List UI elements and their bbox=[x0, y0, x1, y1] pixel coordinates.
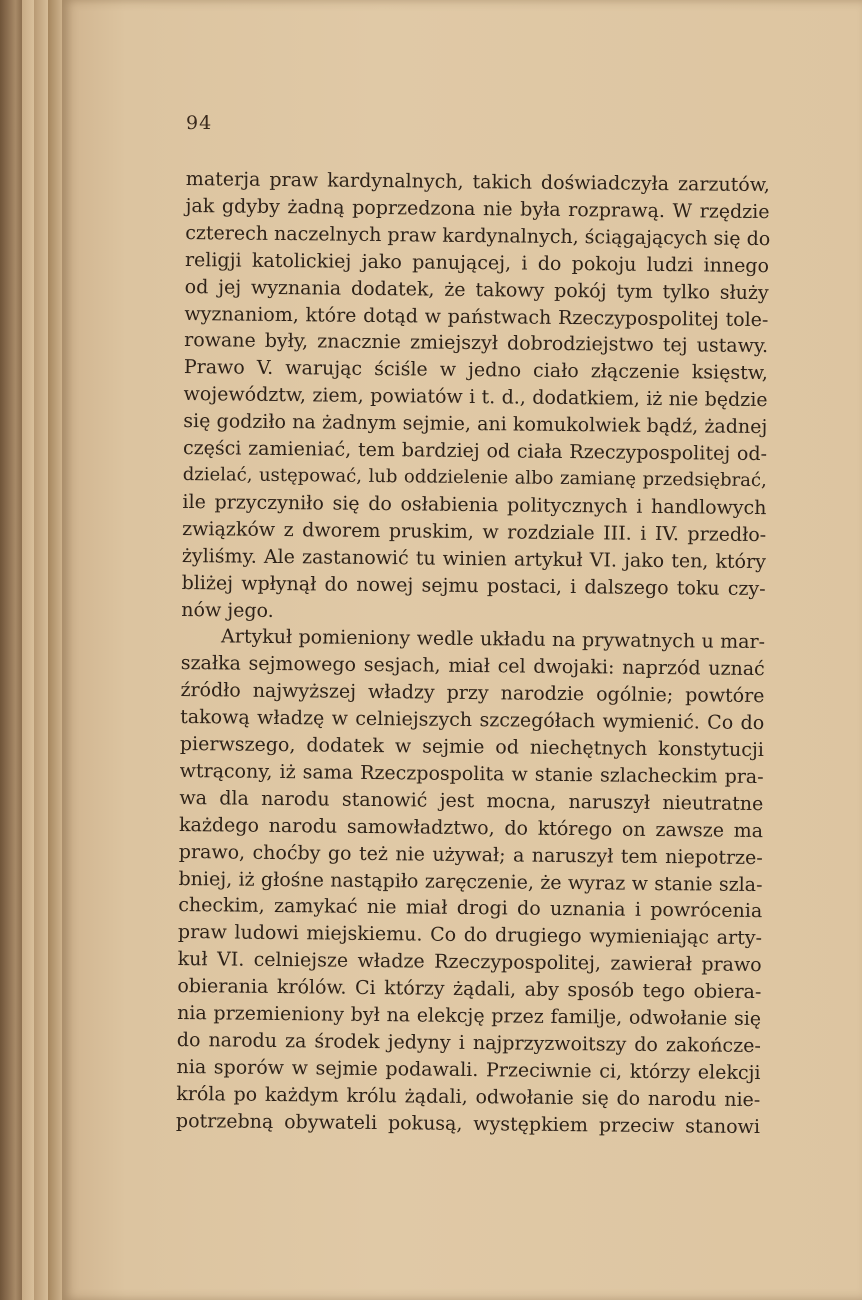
book-edge-dark bbox=[0, 0, 22, 1300]
text-line: części zamieniać, tem bardziej od ciała Rzeczypospolitej od- bbox=[182, 437, 768, 466]
text-line: kuł VI. celniejsze władze Rzeczypospolitej, zawierał prawo bbox=[177, 948, 762, 977]
text-line: bliżej wpłynął do nowej sejmu postaci, i dalszego toku czy- bbox=[181, 571, 766, 600]
text-line: ile przyczyniło się do osłabienia politycznych i handlowych bbox=[182, 490, 767, 519]
text-line: wyznaniom, które dotąd w państwach Rzeczypospolitej tole- bbox=[184, 302, 769, 331]
text-line: Artykuł pomieniony wedle układu na prywatnych u mar- bbox=[220, 625, 766, 654]
text-line: źródło najwyższej władzy przy narodzie ogólnie; powtóre bbox=[180, 679, 765, 708]
book-edge-page-1 bbox=[22, 0, 34, 1300]
text-line: Prawo V. warując ściśle w jedno ciało złączenie księstw, bbox=[183, 356, 768, 385]
text-line: potrzebną obywateli pokusą, występkiem przeciw stanowi bbox=[175, 1109, 761, 1138]
text-line: od jej wyznania dodatek, że takowy pokój tym tylko służy bbox=[184, 275, 769, 304]
page-number: 94 bbox=[186, 112, 213, 134]
text-line: szałka sejmowego sesjach, miał cel dwojaki: naprzód uznać bbox=[180, 652, 765, 681]
text-line: religji katolickiej jako panującej, i do pokoju ludzi innego bbox=[184, 248, 770, 277]
text-line: bniej, iż głośne nastąpiło zaręczenie, że wyraz w stanie szla- bbox=[178, 867, 763, 896]
text-line: pierwszego, dodatek w sejmie od niechętnych konstytucji bbox=[179, 733, 765, 762]
book-page bbox=[62, 0, 862, 1300]
text-line: króla po każdym królu żądali, odwołanie się do narodu nie- bbox=[176, 1082, 761, 1111]
paragraph-1 bbox=[181, 166, 770, 629]
text-line: się godziło na żadnym sejmie, ani komukolwiek bądź, żadnej bbox=[183, 410, 768, 439]
text-line: nów jego. bbox=[181, 598, 274, 622]
body-text bbox=[176, 166, 770, 1141]
text-line: praw ludowi miejskiemu. Co do drugiego wymieniając arty- bbox=[177, 921, 763, 950]
text-line: jak gdyby żadną poprzedzona nie była rozprawą. W rzędzie bbox=[185, 194, 770, 224]
text-line: wtrącony, iż sama Rzeczpospolita w stanie szlacheckim pra- bbox=[179, 759, 764, 789]
text-line: checkim, zamykać nie miał drogi do uznania i powrócenia bbox=[178, 894, 763, 923]
text-line: wa dla narodu stanowić jest mocna, naruszył nieutratne bbox=[179, 786, 764, 815]
text-line: nia przemieniony był na elekcję przez familje, odwołanie się bbox=[177, 1002, 762, 1031]
text-line: województw, ziem, powiatów i t. d., dodatkiem, iż nie będzie bbox=[183, 383, 768, 412]
text-line: nia sporów w sejmie podawali. Przeciwnie ci, którzy elekcji bbox=[176, 1055, 761, 1084]
text-line: do narodu za środek jedyny i najprzyzwoitszy do zakończe- bbox=[176, 1028, 761, 1058]
text-line: czterech naczelnych praw kardynalnych, ściągających się do bbox=[185, 221, 771, 250]
book-edge-page-3 bbox=[48, 0, 62, 1300]
text-line: takową władzę w celniejszych szczegółach wymienić. Co do bbox=[180, 706, 765, 735]
text-line: każdego narodu samowładztwo, do którego on zawsze ma bbox=[178, 813, 764, 842]
book-edge-page-2 bbox=[34, 0, 48, 1300]
text-line: związków z dworem pruskim, w rozdziale III. i IV. przedło- bbox=[182, 517, 767, 546]
text-line: obierania królów. Ci którzy żądali, aby sposób tego obiera- bbox=[177, 975, 762, 1004]
text-line: rowane były, znacznie zmiejszył dobrodziejstwo tej ustawy. bbox=[184, 329, 769, 358]
paragraph-2 bbox=[176, 623, 765, 1140]
text-line: dzielać, ustępować, lub oddzielenie albo zamianę przedsiębrać, bbox=[182, 463, 767, 492]
text-line: prawo, choćby go też nie używał; a naruszył tem niepotrze- bbox=[178, 840, 763, 869]
text-line: materja praw kardynalnych, takich doświadczyła zarzutów, bbox=[185, 167, 770, 197]
text-line: żyliśmy. Ale zastanowić tu winien artykuł VI. jako ten, który bbox=[181, 544, 767, 573]
